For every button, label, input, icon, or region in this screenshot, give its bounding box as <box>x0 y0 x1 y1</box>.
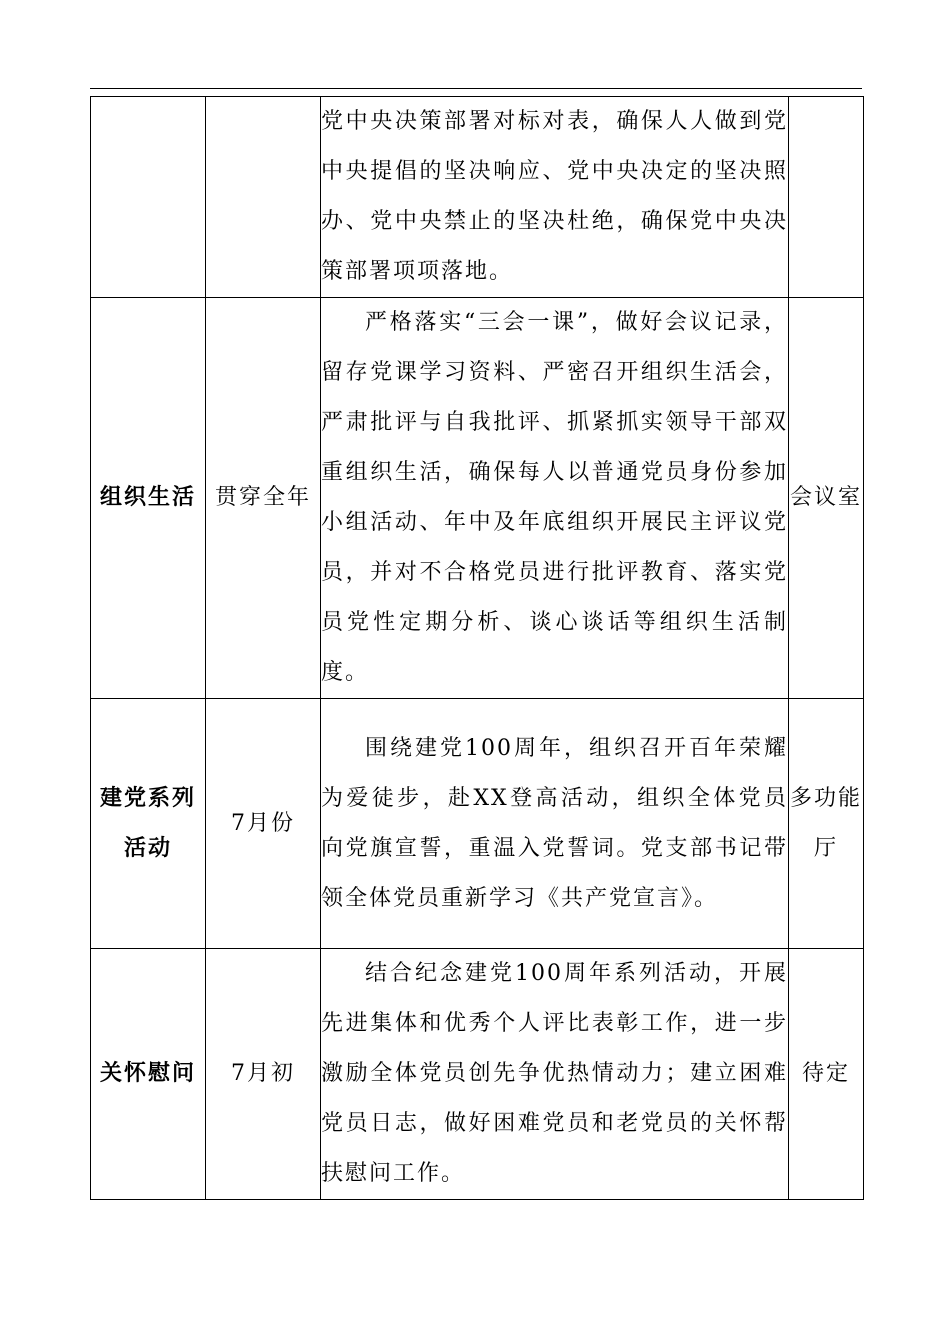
activity-content-text: 围绕建党100周年，组织召开百年荣耀 为爱徒步，赴XX登高活动，组织全体党员向党旗宣誓，重温入党誓词。党支部书记带领全体党员重新学习《共产党宣言》。 <box>321 735 788 911</box>
table-row <box>91 298 864 699</box>
activity-name-cell <box>91 97 206 298</box>
activity-content-cell <box>321 97 789 298</box>
table-row <box>91 97 864 298</box>
activity-time-cell: 7月初 <box>206 949 321 1200</box>
activity-place-cell <box>789 97 864 298</box>
activity-content-text: 严格落实“三会一课”，做好会议记录，留存党课学习资料、严密召开组织生活会，严肃批评与自我批评、抓紧抓实领导干部双重组织生活，确保每人以普通党员身份参加小组活动、年中及年底组织开展民主评议党员，并对不合格党员进行批评教育、落实党员党性定期分析、谈心谈话等组织生活制度。 <box>321 310 788 685</box>
table-row <box>91 949 864 1200</box>
activity-content-text: 结合纪念建党100周年系列活动，开展先进集体和优秀个人评比表彰工作，进一步激励全体党员创先争优热情动力；建立困难党员日志，做好困难党员和老党员的关怀帮扶慰问工作。 <box>321 961 788 1186</box>
activity-time-cell <box>206 97 321 298</box>
activity-place-cell: 会议室 <box>789 298 864 699</box>
activity-name-cell: 建党系列活动 <box>91 699 206 949</box>
activity-plan-table <box>90 96 864 1200</box>
activity-place-cell: 多功能厅 <box>789 699 864 949</box>
table-row <box>91 699 864 949</box>
header-rule <box>90 88 862 89</box>
activity-time-cell: 贯穿全年 <box>206 298 321 699</box>
activity-name-cell: 关怀慰问 <box>91 949 206 1200</box>
activity-name-cell: 组织生活 <box>91 298 206 699</box>
activity-content-cell <box>321 298 789 699</box>
activity-time-cell: 7月份 <box>206 699 321 949</box>
activity-content-text: 党中央决策部署对标对表，确保人人做到党中央提倡的坚决响应、党中央决定的坚决照办、党中央禁止的坚决杜绝，确保党中央决策部署项项落地。 <box>321 109 788 284</box>
activity-content-cell <box>321 699 789 949</box>
activity-content-cell <box>321 949 789 1200</box>
activity-place-cell: 待定 <box>789 949 864 1200</box>
